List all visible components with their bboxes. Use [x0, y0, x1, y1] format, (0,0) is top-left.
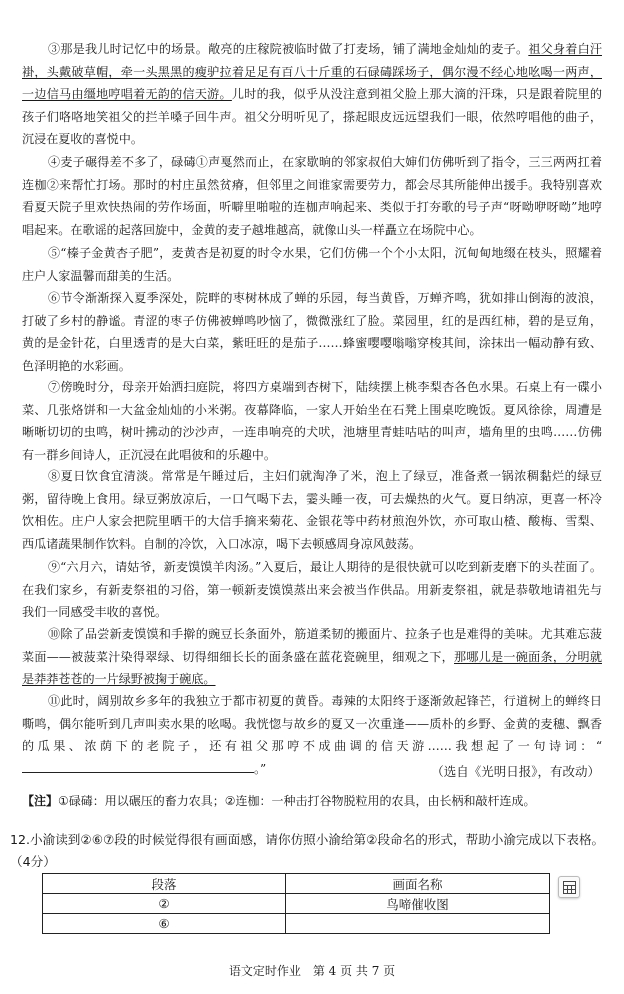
source-citation: （选自《光明日报》，有改动） — [431, 764, 600, 779]
header-picture-name: 画面名称 — [286, 874, 550, 894]
paragraph-4: ④麦子碾得差不多了，碌碡①声戛然而止，在家歇晌的邻家叔伯大婶们仿佛听到了指令，三三两两扛着连枷②来帮忙打场。那时的村庄虽然贫瘠，但邻里之间谁家需要劳力，都会尽其所能伸出援手。我特别喜欢看夏天院子里欢快热闹的劳作场面，听噼里啪啦的连枷声响起来、类似于打夯歌的号子声“呀呦咿呀呦”地哼唱起来。在歌谣的起落回旋中，金黄的麦子越堆越高，就像山头一样矗立在场院中心。 — [22, 155, 602, 237]
note-label: 【注】 — [22, 794, 59, 808]
paragraph-3-underlined: 祖父身着白汗褂，头戴破草帽，牵一头黑黑的瘦驴拉着足足有百八十斤重的石碌碡踩场子，偶尔漫不经心地吆喝一两声，一边信马由缰地哼唱着无韵的信天游。 — [22, 42, 602, 102]
paragraph-6: ⑥节令渐渐探入夏季深处，院畔的枣树林成了蝉的乐园，每当黄昏，万蝉齐鸣，犹如排山倒海的波浪，打破了乡村的静谧。青涩的枣子仿佛被蝉鸣吵恼了，微微涨红了脸。菜园里，红的是西红柿，碧的是豆角，黄的是金针花，白里透青的是大白菜，紫旺旺的是茄子……蜂蜜嘤嘤嗡嗡穿梭其间，涂抹出一幅动静有致、色泽明艳的水彩画。 — [22, 291, 602, 373]
paragraph-10-text-mid: 尤其难忘菠菜面——被菠菜汁染得翠绿、切得细细长长的面条盛在蓝花瓷碗里，细观之下， — [22, 627, 602, 664]
paragraph-10-text: ⑩除了品尝新麦馍馍和手擀的豌豆长条面外，筋道柔韧的搬面片、拉条子也是难得的美味。 — [48, 627, 541, 641]
paragraph-5: ⑤“榛子金黄杏子肥”，麦黄杏是初夏的时令水果，它们仿佛一个个小太阳，沉甸甸地缀在枝头，照耀着庄户人家温馨而甜美的生活。 — [22, 246, 602, 283]
table-header-row — [43, 874, 550, 894]
grid-icon — [563, 881, 576, 894]
paragraph-10-underlined: 那哪儿是一碗面条，分明就是莽莽苍苍的一片绿野被掬于碗底。 — [22, 649, 602, 687]
row-picture-cell: 鸟啼催收图 — [286, 894, 550, 914]
paragraph-10 — [22, 623, 602, 691]
table-row — [43, 894, 550, 914]
annotation-note — [22, 790, 602, 812]
paragraph-3 — [22, 38, 602, 151]
header-paragraph: 段落 — [43, 874, 286, 894]
row-paragraph-cell: ⑥ — [43, 914, 286, 934]
paragraph-9: ⑨“六月六，请姑爷，新麦馍馍羊肉汤。”入夏后，最让人期待的是很快就可以吃到新麦磨下的头茬面了。在我们家乡，有新麦祭祖的习俗，第一顿新麦馍馍蒸出来会被当作供品。用新麦祭祖，就是恭敬地请祖先与我们一同感受丰收的喜悦。 — [22, 560, 602, 620]
paragraph-3-text-end: 儿时的我，似乎从没注意到祖父脸上那大滴的汗珠，只是跟着院里的孩子们咯咯地笑祖父的拦羊嗓子回牛声。祖父分明听见了，搽起眼皮远远望我们一眼，依然哼唱他的曲子，沉浸在夏收的喜悦中。 — [22, 87, 602, 147]
answer-input-cell[interactable] — [286, 914, 550, 934]
table-toggle-icon[interactable] — [558, 876, 580, 898]
paragraph-11-end: 。” — [254, 761, 267, 776]
paragraph-8: ⑧夏日饮食宜清淡。常常是午睡过后，主妇们就淘净了米，泡上了绿豆，准备煮一锅浓稠黏烂的绿豆粥，留待晚上食用。绿豆粥放凉后，一口气喝下去，霎头睡一夜，可去燥热的火气。夏日纳凉，更喜一杯冷饮相佐。庄户人家会把院里晒干的大信手摘来菊花、金银花等中药材煎泡外饮，亦可取山楂、酸梅、雪梨、西瓜诸蔬果制作饮料。自制的冷饮，入口冰凉，喝下去顿感周身凉风鼓荡。 — [22, 469, 602, 551]
note-text: ①碌碡：用以碾压的畜力农具；②连枷：一种击打谷物脱粒用的农具，由长柄和敲杆连成。 — [58, 794, 536, 808]
paragraph-3-text: ③那是我儿时记忆中的场景。敞亮的庄稼院被临时做了打麦场，铺了满地金灿灿的麦子。 — [48, 42, 529, 56]
page-footer: 语文定时作业 第 4 页 共 7 页 — [228, 964, 396, 978]
row-paragraph-cell: ② — [43, 894, 286, 914]
paragraph-11-text: ⑪此时，阔别故乡多年的我独立于都市初夏的黄昏。毒辣的太阳终于逐渐敛起锋芒，行道树上的蝉终日嘶鸣，偶尔能听到几声叫卖水果的吆喝。我恍惚与故乡的夏又一次重逢——质朴的乡野、金黄的麦穗、飘香的瓜果、浓荫下的老院子，还有祖父那哼不成曲调的信天游……我想起了一句诗词：“ — [22, 694, 602, 754]
paragraph-7: ⑦傍晚时分，母亲开始洒扫庭院，将四方桌端到杏树下，陆续摆上桃李梨杏各色水果。石桌上有一碟小菜、几张烙饼和一大盆金灿灿的小米粥。夜幕降临，一家人开始坐在石凳上围桌吃晚饭。夏风徐徐，周遭是晰晰切切的虫鸣，树叶拂动的沙沙声，一连串响亮的犬吠，池塘里青蛙咕咕的叫声，墙角里的虫鸣……仿佛有一群乡间诗人，正沉浸在此唱彼和的乐趣中。 — [22, 380, 602, 462]
fill-in-blank[interactable] — [22, 760, 254, 773]
answer-table — [42, 873, 550, 934]
table-row — [43, 914, 550, 934]
question-12: 12.小渝读到②⑥⑦段的时候觉得很有画面感，请你仿照小渝给第②段命名的形式，帮助小渝完成以下表格。（4分） — [10, 832, 605, 869]
